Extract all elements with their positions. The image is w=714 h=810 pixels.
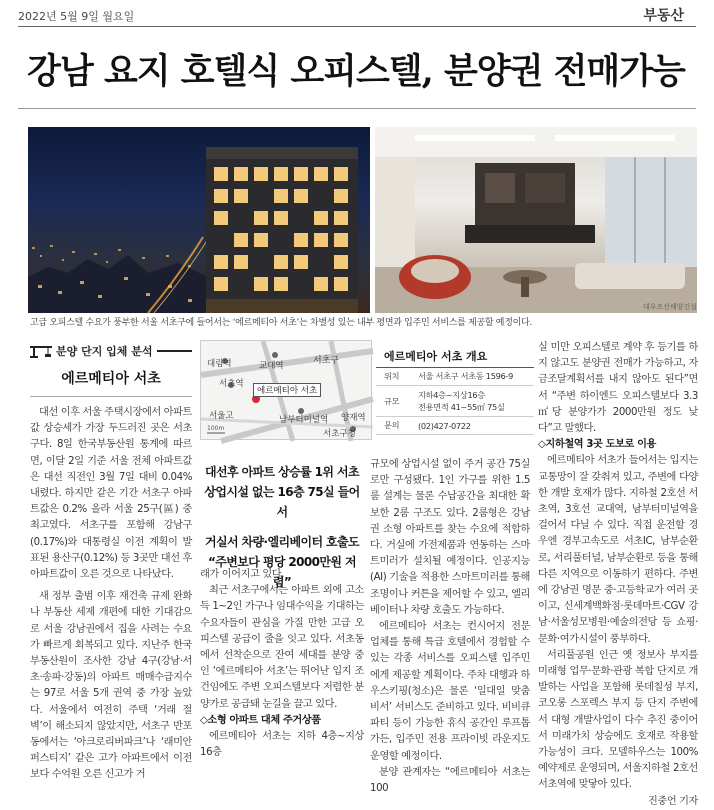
table-row (376, 386, 534, 417)
photo-building-exterior (28, 127, 370, 313)
headline: 강남 요지 호텔식 오피스텔, 분양권 전매가능 (27, 51, 685, 92)
map-scale: 100m (207, 425, 225, 432)
section-name: 부동산 (643, 8, 684, 24)
row-key: 문의 (376, 417, 416, 435)
pull-quote-line: 대선후 아파트 상승률 1위 서초 (205, 465, 359, 479)
paragraph: 실 미만 오피스텔로 계약 후 등기를 하지 않고도 분양권 전매가 가능하고, 자금조달계획서를 내지 않아도 된다”면서 “주변 하이엔드 오피스텔보다 3.3㎡당 분양가가 2000만원 정도 낮다”고 말했다. (538, 342, 698, 435)
paragraph: 서리풀공원 인근 옛 정보사 부지를 미래형 업무·문화·관광 복합 단지로 개발하는 사업을 포함해 롯데칠성 부지, 코오롱 스포렉스 부지 등 단지 주변에서 대형 개발사업이 다수 추진 중이어서 미래가치 상승에도 호재로 작용할 가능성이 크다. 모델하우스는 100% 예약제로 운영되며, 서울지하철 2호선 서초역에 맞닿아 있다. (538, 649, 698, 791)
subheading: ◇소형 아파트 대체 주거상품 (200, 714, 321, 726)
byline: 진중언 기자 (647, 795, 698, 807)
map-label-nambu-terminal: 남부터미널역 (279, 415, 329, 425)
map-label-yangjae: 양재역 (341, 413, 366, 423)
interior-image (375, 127, 697, 313)
map-label-seocho-station: 서초역 (219, 379, 244, 389)
row-value: 지하4층~지상16층 전용면적 41~55㎡ 75실 (416, 386, 534, 417)
table-row (376, 368, 534, 386)
overview-title: 에르메티아 서초 개요 (376, 340, 534, 368)
paragraph: 규모에 상업시설 없이 주거 공간 75실로만 구성됐다. 1인 가구를 위한 1.5룸 설계는 물론 수납공간을 최대한 확보한 2룸 구조도 있다. 2룸형은 강남권 소형 아파트를 찾는 수요에 적합하다. 거실에 가전제품과 연동하는 스마트미러가 설치될 예정이다. 인공지능(AI) 기술을 적용한 스마트미러를 통해 조명이나 커튼을 제어할 수 있고, 엘리베이터나 차량 호출도 가능하다. (370, 459, 530, 616)
row-value: 서울 서초구 서초동 1596-9 (416, 368, 534, 386)
pull-quote-line: “주변보다 평당 2000만원 저렴” (208, 555, 356, 589)
paragraph: 에르메티아 서초는 컨시어지 전문 업체를 통해 특급 호텔에서 경험할 수 있는 각종 서비스를 오피스텔 입주민에게 제공할 계획이다. 주차 대행과 하우스키핑(청소)은 물론 ‘일대일 맞춤 비서’ 서비스도 준비하고 있다. 비비큐 파티 등이 가능한 휴식 공간인 루프톱 가든, 입주민 전용 프라이빗 라운지도 운영할 예정이다. (370, 621, 530, 762)
row-value: (02)427-0722 (416, 417, 534, 435)
series-badge (30, 340, 192, 362)
header-rule (18, 26, 696, 27)
page-header (0, 0, 714, 30)
map-label-seoul-court: 서울고 (209, 411, 234, 421)
overview-box (376, 340, 534, 440)
middle-right-column (370, 457, 530, 797)
map-label-daerim: 대림역 (207, 359, 232, 369)
paragraph: 분양 관계자는 “에르메티아 서초는 100 (370, 766, 530, 795)
pull-quote-line: 상업시설 없는 16층 75실 들어서 (204, 485, 360, 519)
paragraph: 에르메티아 서초는 지하 4층~지상 16층 (200, 731, 364, 759)
location-map (200, 340, 372, 440)
map-label-hermetia: 에르메티아 서초 (253, 383, 321, 397)
right-column (538, 340, 698, 810)
table-row (376, 417, 534, 435)
middle-column (200, 567, 364, 761)
map-label-seochogu: 서초구 (313, 356, 340, 366)
paragraph: 대선 이후 서울 주택시장에서 아파트값 상승세가 가장 두드러진 곳은 서초구다. 8일 한국부동산원 통계에 따르면, 이달 2일 기준 서울 전체 아파트값은 대선 직전인 3월 7일 대비 0.04% 내렸다. 하지만 같은 기간 서초구 아파트값은 0.2% 올라 서울 25구(區) 중 최고였다. 서초구를 포함해 강남구(0.17%)와 대통령실 이전 계획이 발표된 용산구(0.12%) 등 3곳만 대선 후 아파트값이 오른 것으로 나타났다. (30, 407, 192, 581)
pull-quote-line: 거실서 차량·엘리베이터 호출도 (204, 535, 359, 549)
complex-name: 에르메티아 서초 (30, 368, 192, 397)
photo-interior (375, 127, 697, 313)
left-column (30, 340, 192, 784)
paragraph: 최근 서초구에서는 아파트 외에 고소득 1~2인 가구나 임대수익을 기대하는 수요자들이 관심을 가질 만한 고급 오피스텔 공급이 줄을 잇고 있다. 서초동에서 선착순으로 잔여 세대를 분양 중인 ‘에르메티아 서초’는 뛰어난 입지 조건임에도 주변 오피스텔보다 저렴한 분양가로 공급돼 눈길을 끌고 있다. (200, 585, 364, 710)
photo-caption: 고급 오피스텔 수요가 풍부한 서울 서초구에 들어서는 ‘에르메티아 서초’는 차별성 있는 내부 평면과 입주민 서비스를 제공할 예정이다. (30, 318, 532, 328)
paragraph: 새 정부 출범 이후 재건축 규제 완화나 부동산 세제 개편에 대한 기대감으로 서울 강남권에서 집을 사려는 수요가 빠르게 회복되고 있다. 지난주 한국부동산원이 조사한 강남 4구(강남·서초·송파·강동)의 아파트 매매수급지수는 97로 서울 5개 권역 중 가장 높았다. 서울에서 여전히 주택 ‘거래 절벽’이 해소되지 않았지만, 서초구 반포동에서는 ‘아크로리버파크’나 ‘래미안퍼스티지’ 같은 고가 아파트에서 이전보다 수억원 오른 신고가 거 (30, 591, 192, 781)
badge-rule (157, 350, 193, 352)
map-label-gyodae: 교대역 (259, 361, 284, 371)
subheading: ◇지하철역 3곳 도보로 이용 (538, 439, 656, 451)
paragraph: 에르메티아 서초가 들어서는 입지는 교통망이 잘 갖춰져 있고, 주변에 다양한 개발 호재가 많다. 지하철 2호선 서초역, 3호선 교대역, 남부터미널역을 걸어서 다닐 수 있다. 직접 운전할 경우엔 경부고속도로 서초IC, 남부순환로, 서리풀터널, 남부순환로 등을 통해 다른 지역으로 이동하기 편하다. 주변에 강남권 명문 중·고등학교가 여러 곳이고, 신세계백화점·롯데마트·CGV 강남·서울성모병원·예술의전당 등 쇼핑·문화·여가시설이 풍부하다. (538, 455, 698, 645)
map-label-seochogu-office: 서초구청 (323, 429, 356, 439)
row-key: 규모 (376, 386, 416, 417)
photo-credit: 대우조선해양건설 (642, 303, 697, 311)
headline-rule (18, 108, 696, 109)
crane-icon (30, 344, 52, 358)
overview-table (376, 368, 534, 435)
paragraph: 래가 이어지고 있다. (200, 569, 285, 580)
series-label: 분양 단지 입체 분석 (56, 345, 153, 358)
row-key: 위치 (376, 368, 416, 386)
issue-date: 2022년 5월 9일 월요일 (18, 10, 135, 23)
building-exterior-image (28, 127, 370, 313)
